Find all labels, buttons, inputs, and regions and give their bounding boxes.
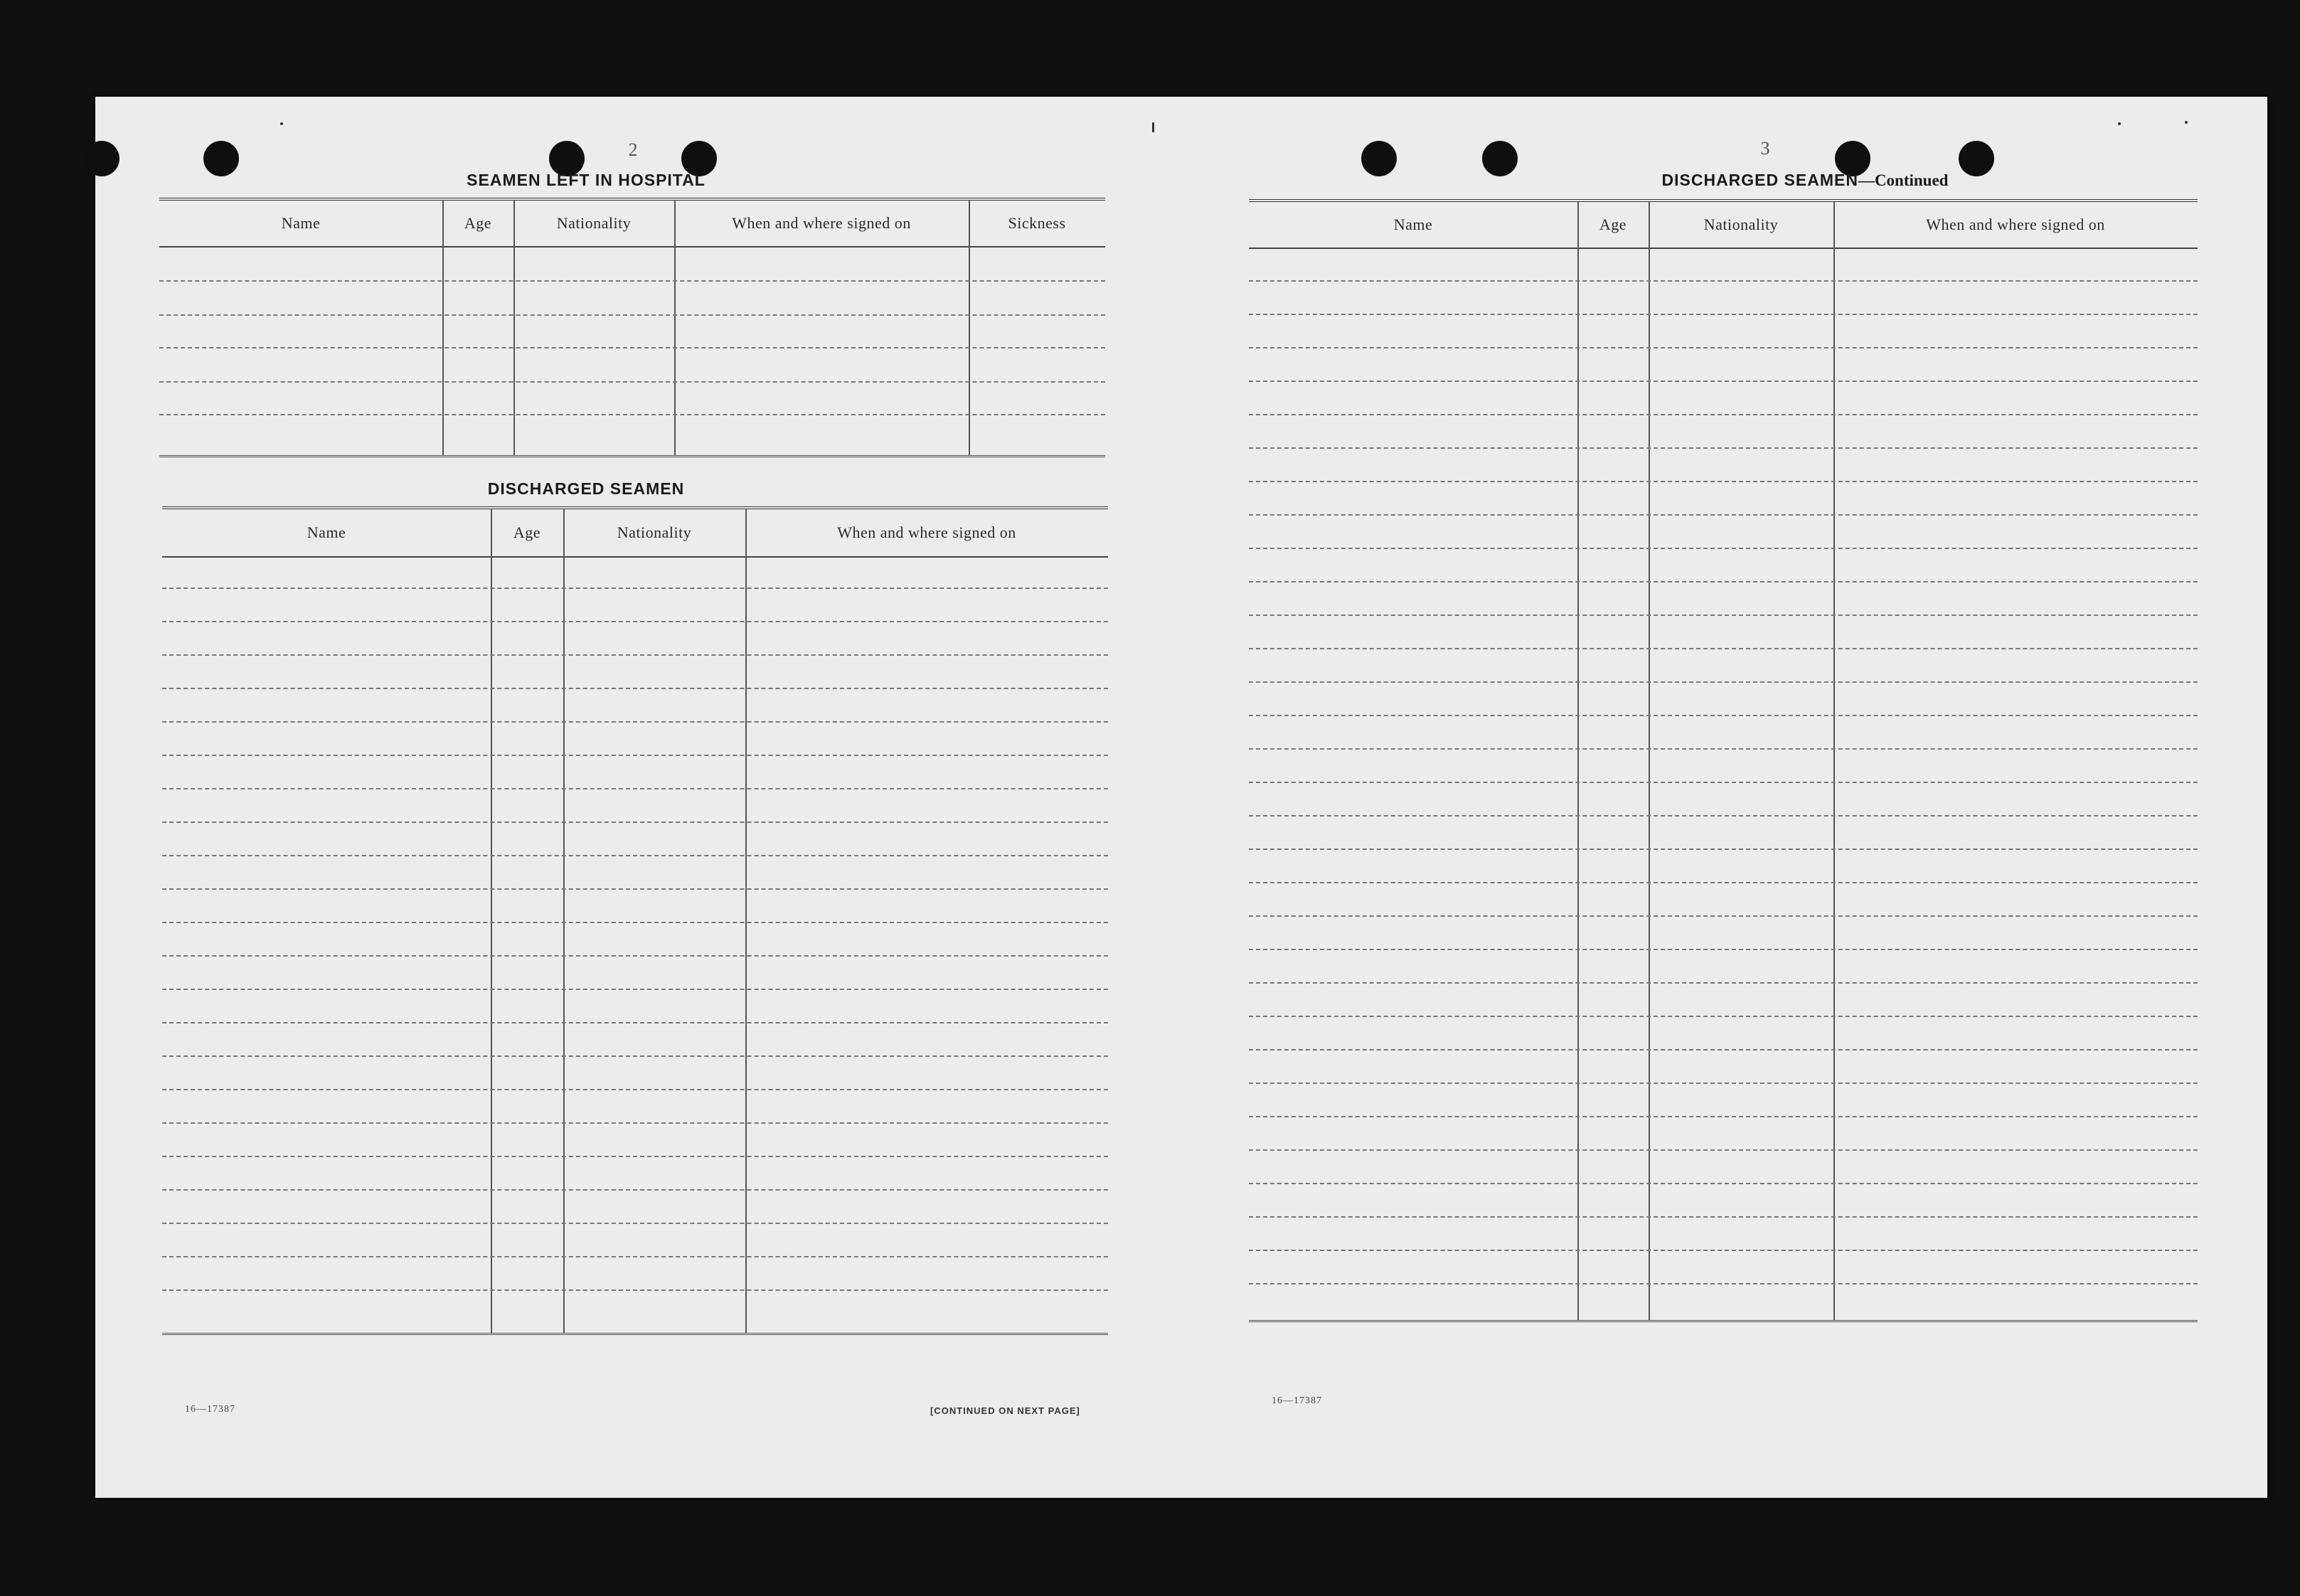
table-row [162,1189,1108,1191]
table-row [1249,447,2198,449]
table-row [1249,280,2198,282]
table-row [162,1156,1108,1157]
table-row [1249,548,2198,549]
table-header [162,509,1108,558]
column-divider [491,509,492,1333]
column-divider [442,201,444,455]
table-row [1249,982,2198,984]
table-row [162,755,1108,756]
table-row [162,1289,1108,1291]
table-row [1249,848,2198,850]
discharged-continued-table [1249,199,2198,1322]
table-row [162,922,1108,923]
column-divider [513,201,515,455]
table-row [1249,581,2198,582]
table-row [1249,949,2198,950]
table-row [1249,748,2198,750]
table-row [1249,1216,2198,1218]
table-row [162,1022,1108,1023]
table-row [159,347,1105,349]
table-row [1249,681,2198,683]
section-title-hospital: SEAMEN LEFT IN HOSPITAL [467,171,706,189]
column-divider [674,201,676,455]
table-header [1249,202,2198,249]
table-header [159,201,1105,248]
table-row [1249,648,2198,649]
page-number: 3 [1760,138,1770,159]
table-row [1249,715,2198,716]
section-title-suffix: —Continued [1858,171,1949,189]
table-row [162,688,1108,689]
table-row [162,1055,1108,1057]
table-row [1249,381,2198,382]
table-row [162,989,1108,990]
column-divider [1833,202,1835,1320]
table-row [1249,1016,2198,1017]
table-row [1249,314,2198,315]
table-row [159,314,1105,316]
table-row [1249,1049,2198,1050]
column-divider [1649,202,1650,1320]
section-title-main: DISCHARGED SEAMEN [1661,171,1858,189]
column-header-nationality: Nationality [1703,216,1779,233]
table-row [159,381,1105,383]
column-divider [563,509,565,1333]
column-header-age: Age [464,214,492,232]
table-row [1249,1116,2198,1117]
table-row [162,788,1108,789]
table-row [1249,481,2198,482]
table-row [162,621,1108,622]
column-header-age: Age [513,523,541,541]
table-row [162,888,1108,890]
table-row [162,1122,1108,1124]
form-code: 16—17387 [185,1404,235,1415]
column-header-name: Name [1393,216,1433,233]
column-header-signed-on: When and where signed on [1926,216,2105,233]
table-row [162,955,1108,957]
form-code: 16—17387 [1272,1395,1322,1406]
continued-note: [CONTINUED ON NEXT PAGE] [930,1405,1080,1416]
section-title-discharged-continued [1656,171,1954,190]
column-header-signed-on: When and where signed on [732,214,911,232]
section-title-discharged: DISCHARGED SEAMEN [487,479,685,498]
discharged-table [162,506,1108,1335]
hospital-table [159,198,1105,457]
table-row [162,1089,1108,1090]
column-header-sickness: Sickness [1008,214,1066,232]
column-header-name: Name [281,214,321,232]
table-row [1249,815,2198,816]
table-row [1249,347,2198,349]
table-row [1249,915,2198,917]
table-row [162,1223,1108,1224]
table-row [162,1256,1108,1257]
table-row [1249,1149,2198,1151]
column-divider [969,201,970,455]
table-row [162,721,1108,723]
left-page [95,97,1176,1498]
table-row [162,654,1108,656]
table-row [1249,1250,2198,1251]
right-page [1183,97,2267,1498]
column-header-age: Age [1599,216,1627,233]
column-header-signed-on: When and where signed on [837,523,1016,541]
table-row [1249,1082,2198,1084]
table-row [162,855,1108,856]
table-row [162,821,1108,823]
column-header-nationality: Nationality [556,214,632,232]
table-row [159,414,1105,415]
column-header-name: Name [307,523,346,541]
table-row [1249,615,2198,616]
column-divider [1577,202,1579,1320]
table-row [1249,782,2198,783]
document-sheet [95,97,2267,1498]
table-row [159,280,1105,282]
table-row [1249,1183,2198,1184]
table-row [1249,514,2198,516]
table-row [162,587,1108,589]
table-row [1249,1283,2198,1284]
table-row [1249,414,2198,415]
table-row [1249,882,2198,883]
page-number: 2 [628,139,638,160]
column-divider [745,509,747,1333]
column-header-nationality: Nationality [617,523,692,541]
